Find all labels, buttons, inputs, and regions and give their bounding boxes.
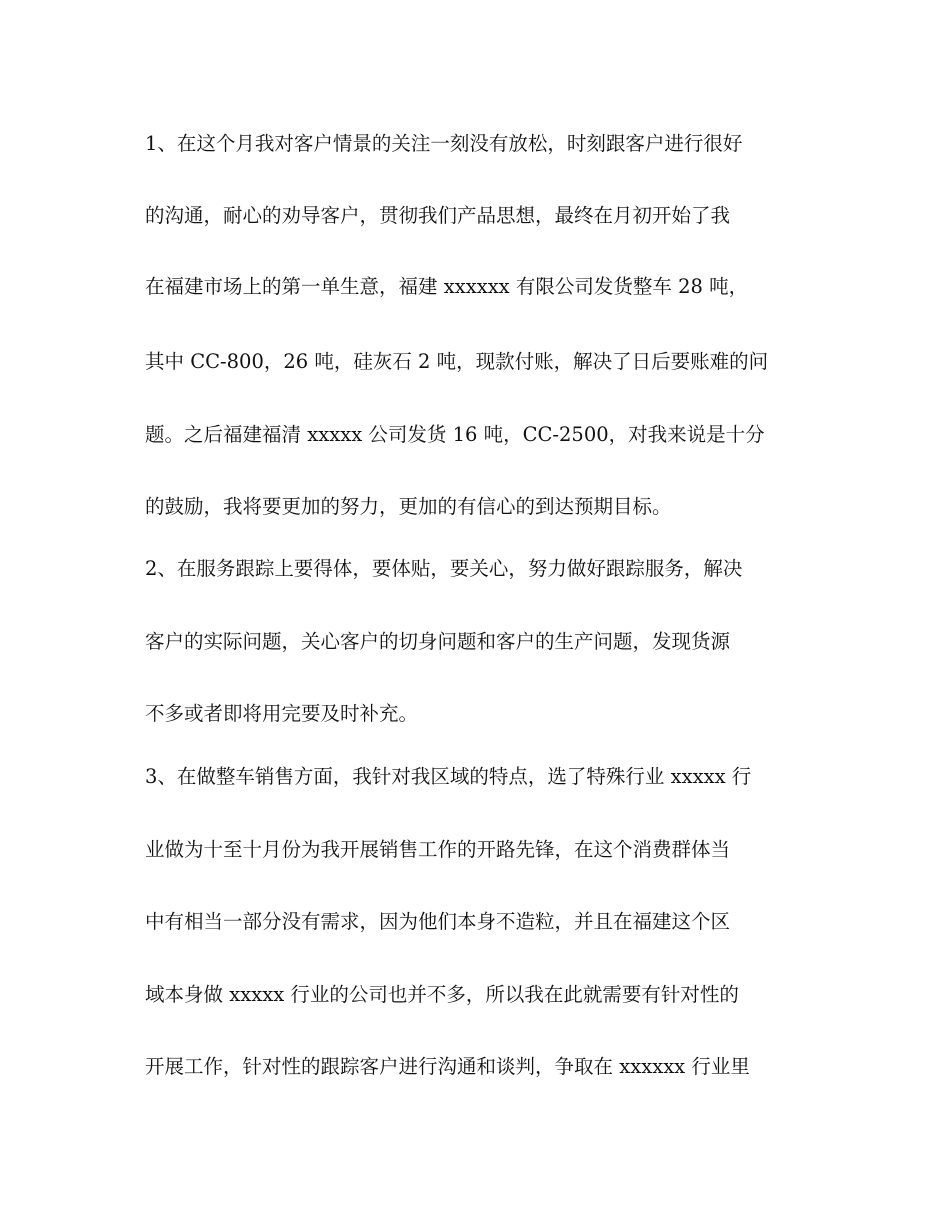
text-line: 题。之后福建福清 xxxxx 公司发货 16 吨，CC-2500，对我来说是十分	[145, 423, 765, 446]
text-line: 1、在这个月我对客户情景的关注一刻没有放松，时刻跟客户进行很好	[145, 132, 743, 155]
text-line: 的鼓励，我将要更加的努力，更加的有信心的到达预期目标。	[145, 495, 672, 518]
text-line: 其中 CC-800，26 吨，硅灰石 2 吨，现款付账，解决了日后要账难的问	[145, 350, 769, 373]
text-line: 在福建市场上的第一单生意，福建 xxxxxx 有限公司发货整车 28 吨，	[145, 275, 749, 298]
text-line: 中有相当一部分没有需求，因为他们本身不造粒，并且在福建这个区	[145, 910, 731, 933]
text-line: 3、在做整车销售方面，我针对我区域的特点，选了特殊行业 xxxxx 行	[145, 765, 752, 788]
text-line: 2、在服务跟踪上要得体，要体贴，要关心，努力做好跟踪服务，解决	[145, 557, 743, 580]
text-line: 客户的实际问题，关心客户的切身问题和客户的生产问题，发现货源	[145, 630, 731, 653]
text-line: 开展工作，针对性的跟踪客户进行沟通和谈判，争取在 xxxxxx 行业里	[145, 1055, 750, 1078]
text-line: 域本身做 xxxxx 行业的公司也并不多，所以我在此就需要有针对性的	[145, 983, 739, 1006]
text-line: 的沟通，耐心的劝导客户，贯彻我们产品思想，最终在月初开始了我	[145, 204, 731, 227]
text-line: 业做为十至十月份为我开展销售工作的开路先锋，在这个消费群体当	[145, 838, 731, 861]
text-line: 不多或者即将用完要及时补充。	[145, 702, 419, 725]
